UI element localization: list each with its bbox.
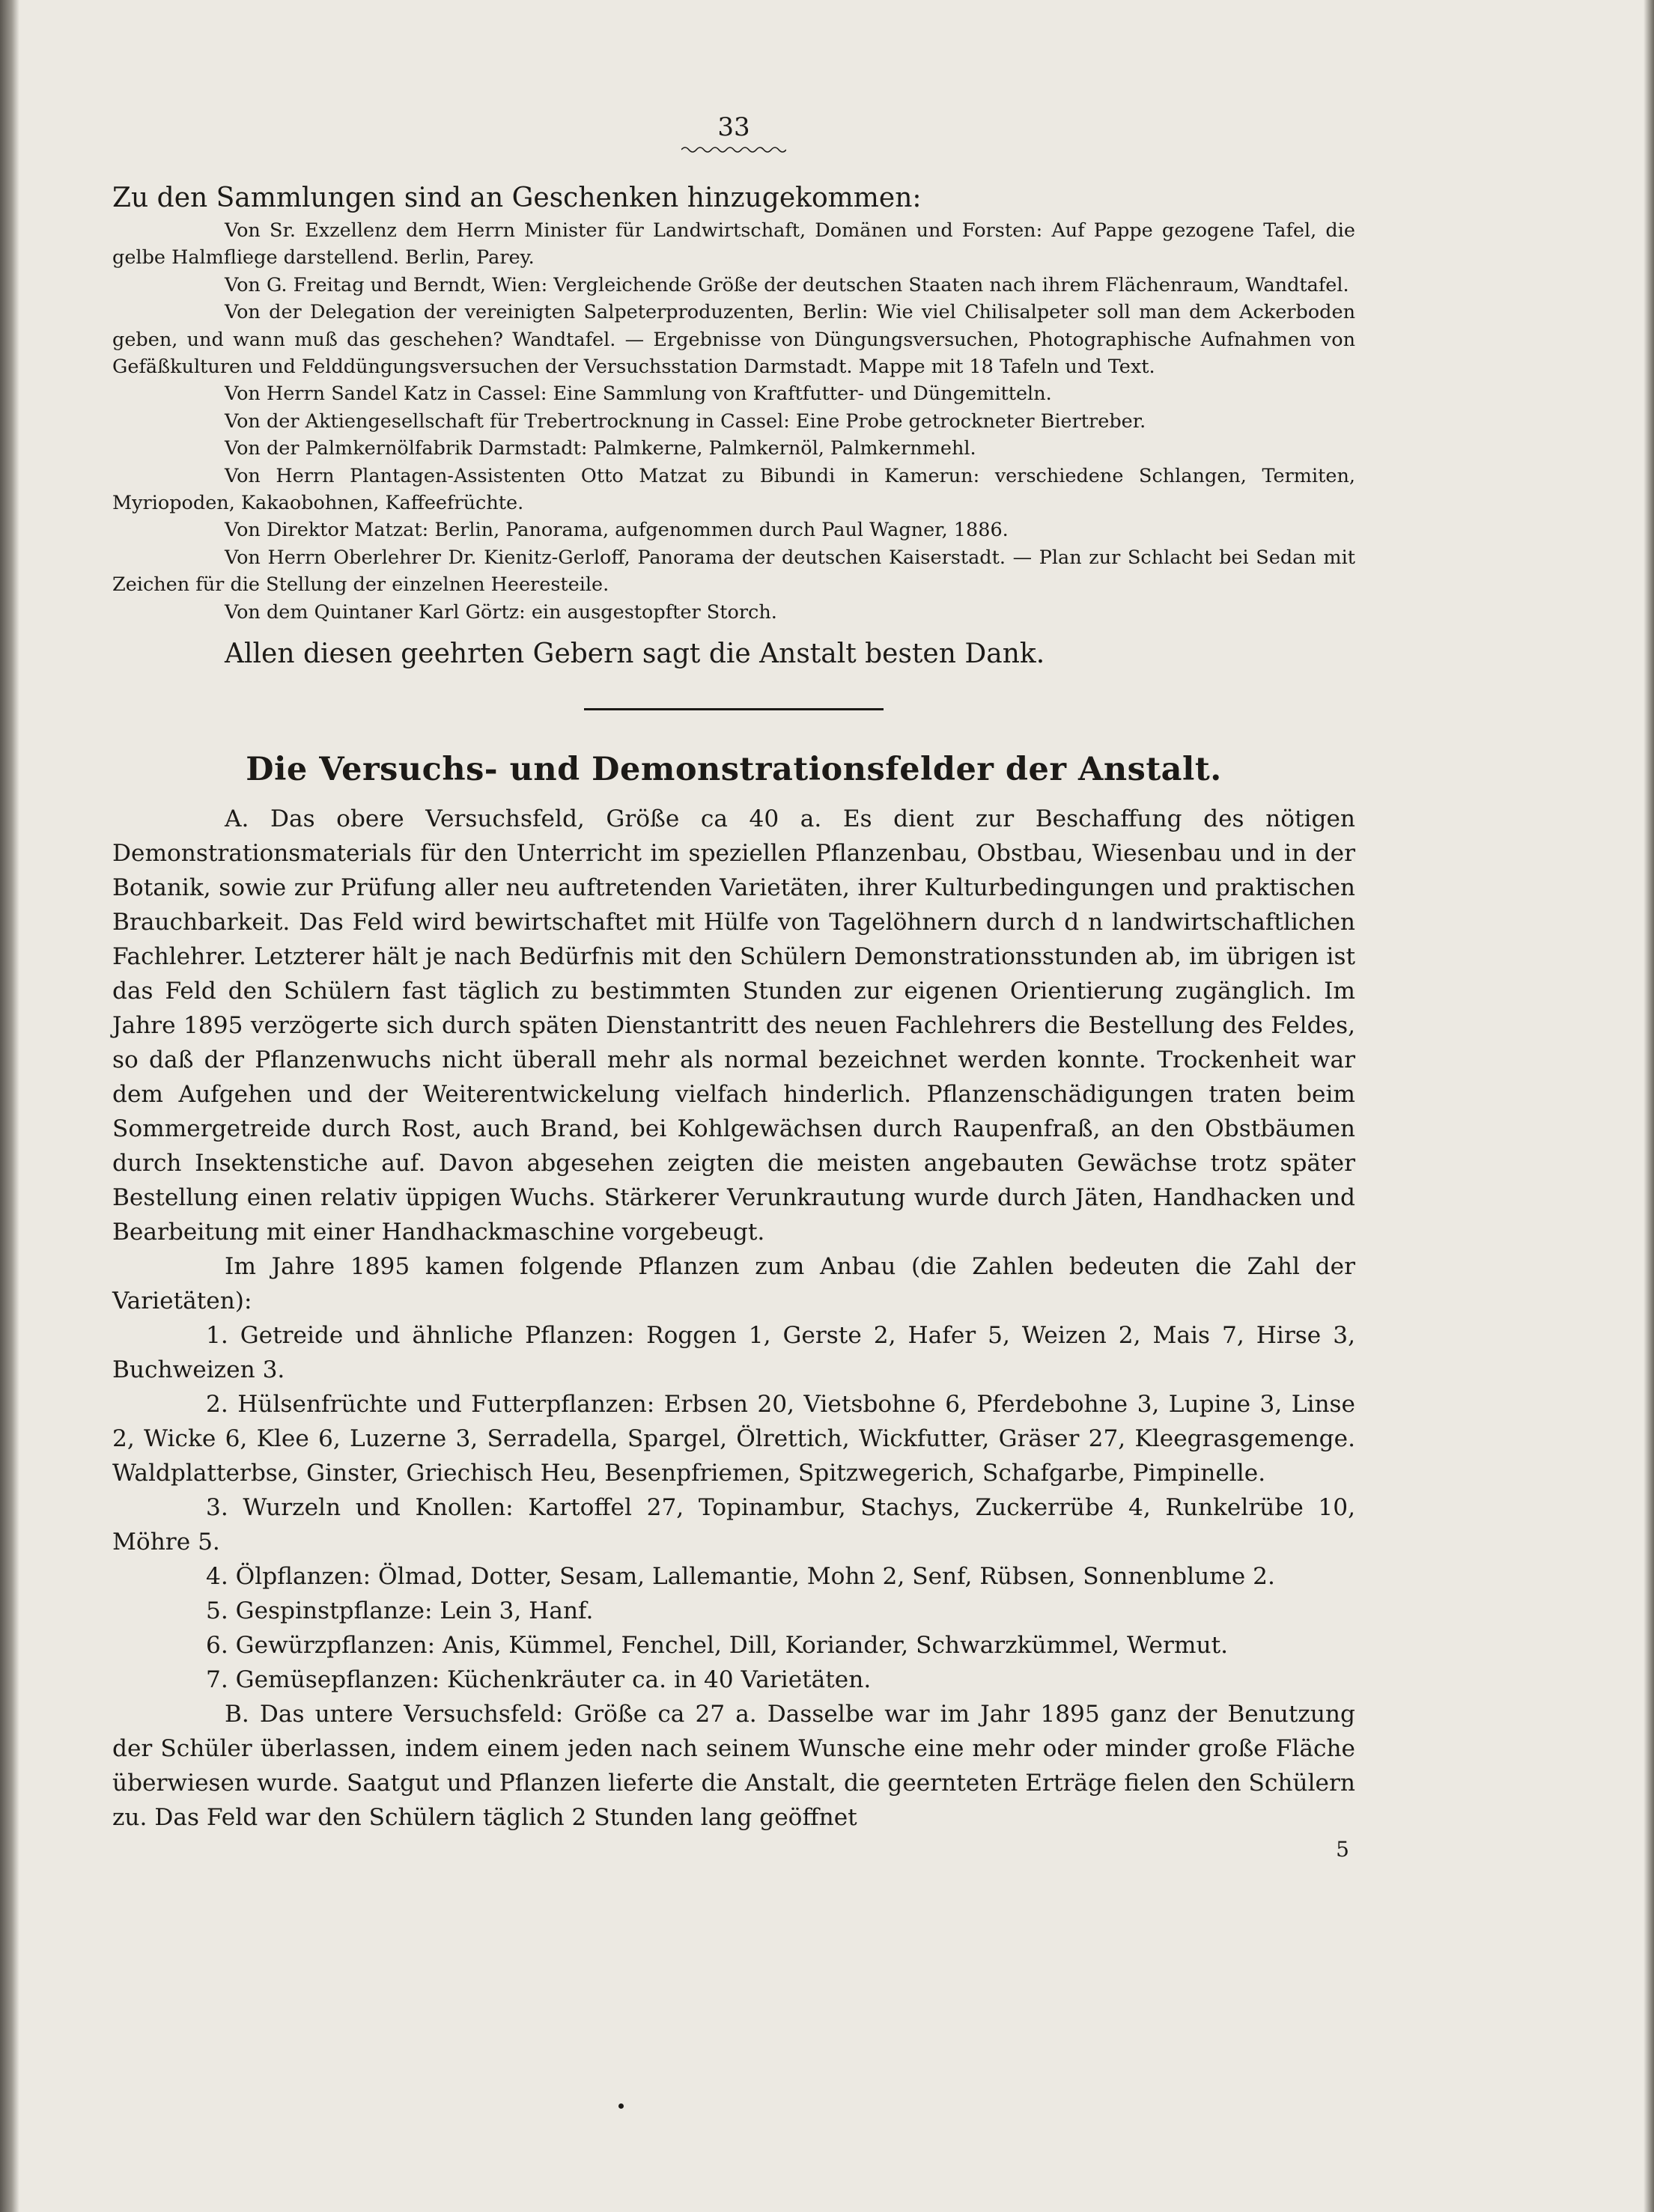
wavy-ornament (681, 145, 786, 154)
plant-list-item: 6. Gewürzpflanzen: Anis, Kümmel, Fenchel, Dill, Koriander, Schwarzkümmel, Wermut. (206, 1632, 1229, 1660)
page-number: 33 (717, 112, 750, 142)
plant-list-item: 3. Wurzeln und Knollen: Kartoffel 27, Topinambur, Stachys, Zuckerrübe 4, Runkelrübe 10, Möhre 5. (112, 1494, 1355, 1556)
donation-entry: Von Herrn Sandel Katz in Cassel: Eine Sammlung von Kraftfutter- und Düngemitteln. (225, 383, 1052, 406)
section-divider (584, 708, 884, 710)
donation-entry: Von Herrn Oberlehrer Dr. Kienitz-Gerloff, Panorama der deutschen Kaiserstadt. — Plan zur Schlacht bei Sedan mit Zeichen für die Stellung der einzelnen Heeresteile. (112, 546, 1355, 597)
section-heading: Die Versuchs- und Demonstrationsfelder der Anstalt. (246, 751, 1222, 789)
ink-dot (618, 2103, 624, 2109)
plant-list-item: 7. Gemüsepflanzen: Küchenkräuter ca. in 40 Varietäten. (206, 1666, 872, 1694)
page (112, 112, 1355, 1863)
donation-entry: Von Herrn Plantagen-Assistenten Otto Matzat zu Bibundi in Kamerun: verschiedene Schlangen, Termiten, Myriopoden, Kakaobohnen, Kaffeefrüchte. (112, 464, 1355, 515)
donation-entry: Von dem Quintaner Karl Görtz: ein ausgestopfter Storch. (225, 600, 777, 624)
donation-entry: Von Sr. Exzellenz dem Herrn Minister für Landwirtschaft, Domänen und Forsten: Auf Pappe gezogene Tafel, die gelbe Halmfliege darstellend. Berlin, Parey. (112, 219, 1355, 269)
plant-list-item: 1. Getreide und ähnliche Pflanzen: Roggen 1, Gerste 2, Hafer 5, Weizen 2, Mais 7, Hirse 3, Buchweizen 3. (112, 1322, 1355, 1384)
paragraph-upper-field: A. Das obere Versuchsfeld, Größe ca 40 a. Es dient zur Beschaffung des nötigen Demonstrationsmaterials für den Unterricht im speziellen Pflanzenbau, Obstbau, Wiesenbau und in der Botanik, sowie zur Prüfung aller neu auftretenden Varietäten, ihrer Kulturbedingungen und praktischen Brauchbarkeit. Das Feld wird bewirtschaftet mit Hülfe von Tagelöhnern durch d n landwirtschaftlichen Fachlehrer. Letzterer hält je nach Bedürfnis mit den Schülern Demonstrationsstunden ab, im übrigen ist das Feld den Schülern fast täglich zu bestimmten Stunden zur eigenen Orientierung zugänglich. Im Jahre 1895 verzögerte sich durch späten Dienstantritt des neuen Fachlehrers die Bestellung des Feldes, so daß der Pflanzenwuchs nicht überall mehr als normal bezeichnet werden konnte. Trockenheit war dem Aufgehen und der Weiterentwickelung vielfach hinderlich. Pflanzenschädigungen traten beim Sommergetreide durch Rost, auch Brand, bei Kohlgewächsen durch Raupenfraß, an den Obstbäumen durch Insektenstiche auf. Davon abgesehen zeigten die meisten angebauten Gewächse trotz später Bestellung einen relativ üppigen Wuchs. Stärkerer Verunkrautung wurde durch Jäten, Handhacken und Bearbeitung mit einer Handhackmaschine vorgebeugt. (112, 805, 1355, 1246)
donation-entry: Von Direktor Matzat: Berlin, Panorama, aufgenommen durch Paul Wagner, 1886. (225, 519, 1009, 542)
signature-mark: 5 (1336, 1837, 1349, 1862)
scan-shadow-left (0, 0, 19, 2212)
donation-entry: Von der Aktiengesellschaft für Trebertrocknung in Cassel: Eine Probe getrockneter Biertreber. (225, 409, 1146, 433)
donation-entry: Von der Delegation der vereinigten Salpeterproduzenten, Berlin: Wie viel Chilisalpeter soll man dem Ackerboden geben, und wann muß das geschehen? Wandtafel. — Ergebnisse von Düngungsversuchen, Photographische Aufnahmen von Gefäßkulturen und Felddüngungsversuchen der Versuchsstation Darmstadt. Mappe mit 18 Tafeln und Text. (112, 301, 1355, 379)
paragraph-plants-1895: Im Jahre 1895 kamen folgende Pflanzen zum Anbau (die Zahlen bedeuten die Zahl der Varietäten): (112, 1253, 1355, 1315)
donations-thanks: Allen diesen geehrten Gebern sagt die Anstalt besten Dank. (225, 639, 1045, 670)
scan-shadow-right (1644, 0, 1654, 2212)
donation-entry: Von der Palmkernölfabrik Darmstadt: Palmkerne, Palmkernöl, Palmkernmehl. (225, 437, 976, 460)
plant-list-item: 2. Hülsenfrüchte und Futterpflanzen: Erbsen 20, Vietsbohne 6, Pferdebohne 3, Lupine 3, Linse 2, Wicke 6, Klee 6, Luzerne 3, Serradella, Spargel, Ölrettich, Wickfutter, Gräser 27, Kleegrasgemenge. Waldplatterbse, Ginster, Griechisch Heu, Besenpfriemen, Spitzwegerich, Schafgarbe, Pimpinelle. (112, 1391, 1355, 1487)
donations-intro: Zu den Sammlungen sind an Geschenken hinzugekommen: (112, 183, 922, 213)
plant-list-item: 4. Ölpflanzen: Ölmad, Dotter, Sesam, Lallemantie, Mohn 2, Senf, Rübsen, Sonnenblume 2. (206, 1563, 1275, 1591)
donation-entry: Von G. Freitag und Berndt, Wien: Vergleichende Größe der deutschen Staaten nach ihrem Flächenraum, Wandtafel. (225, 273, 1349, 296)
paragraph-lower-field: B. Das untere Versuchsfeld: Größe ca 27 a. Dasselbe war im Jahr 1895 ganz der Benutzung der Schüler überlassen, indem einem jeden nach seinem Wunsche eine mehr oder minder große Fläche überwiesen wurde. Saatgut und Pflanzen lieferte die Anstalt, die geernteten Erträge fielen den Schülern zu. Das Feld war den Schülern täglich 2 Stunden lang geöffnet (112, 1701, 1355, 1832)
plant-list-item: 5. Gespinstpflanze: Lein 3, Hanf. (206, 1597, 594, 1625)
